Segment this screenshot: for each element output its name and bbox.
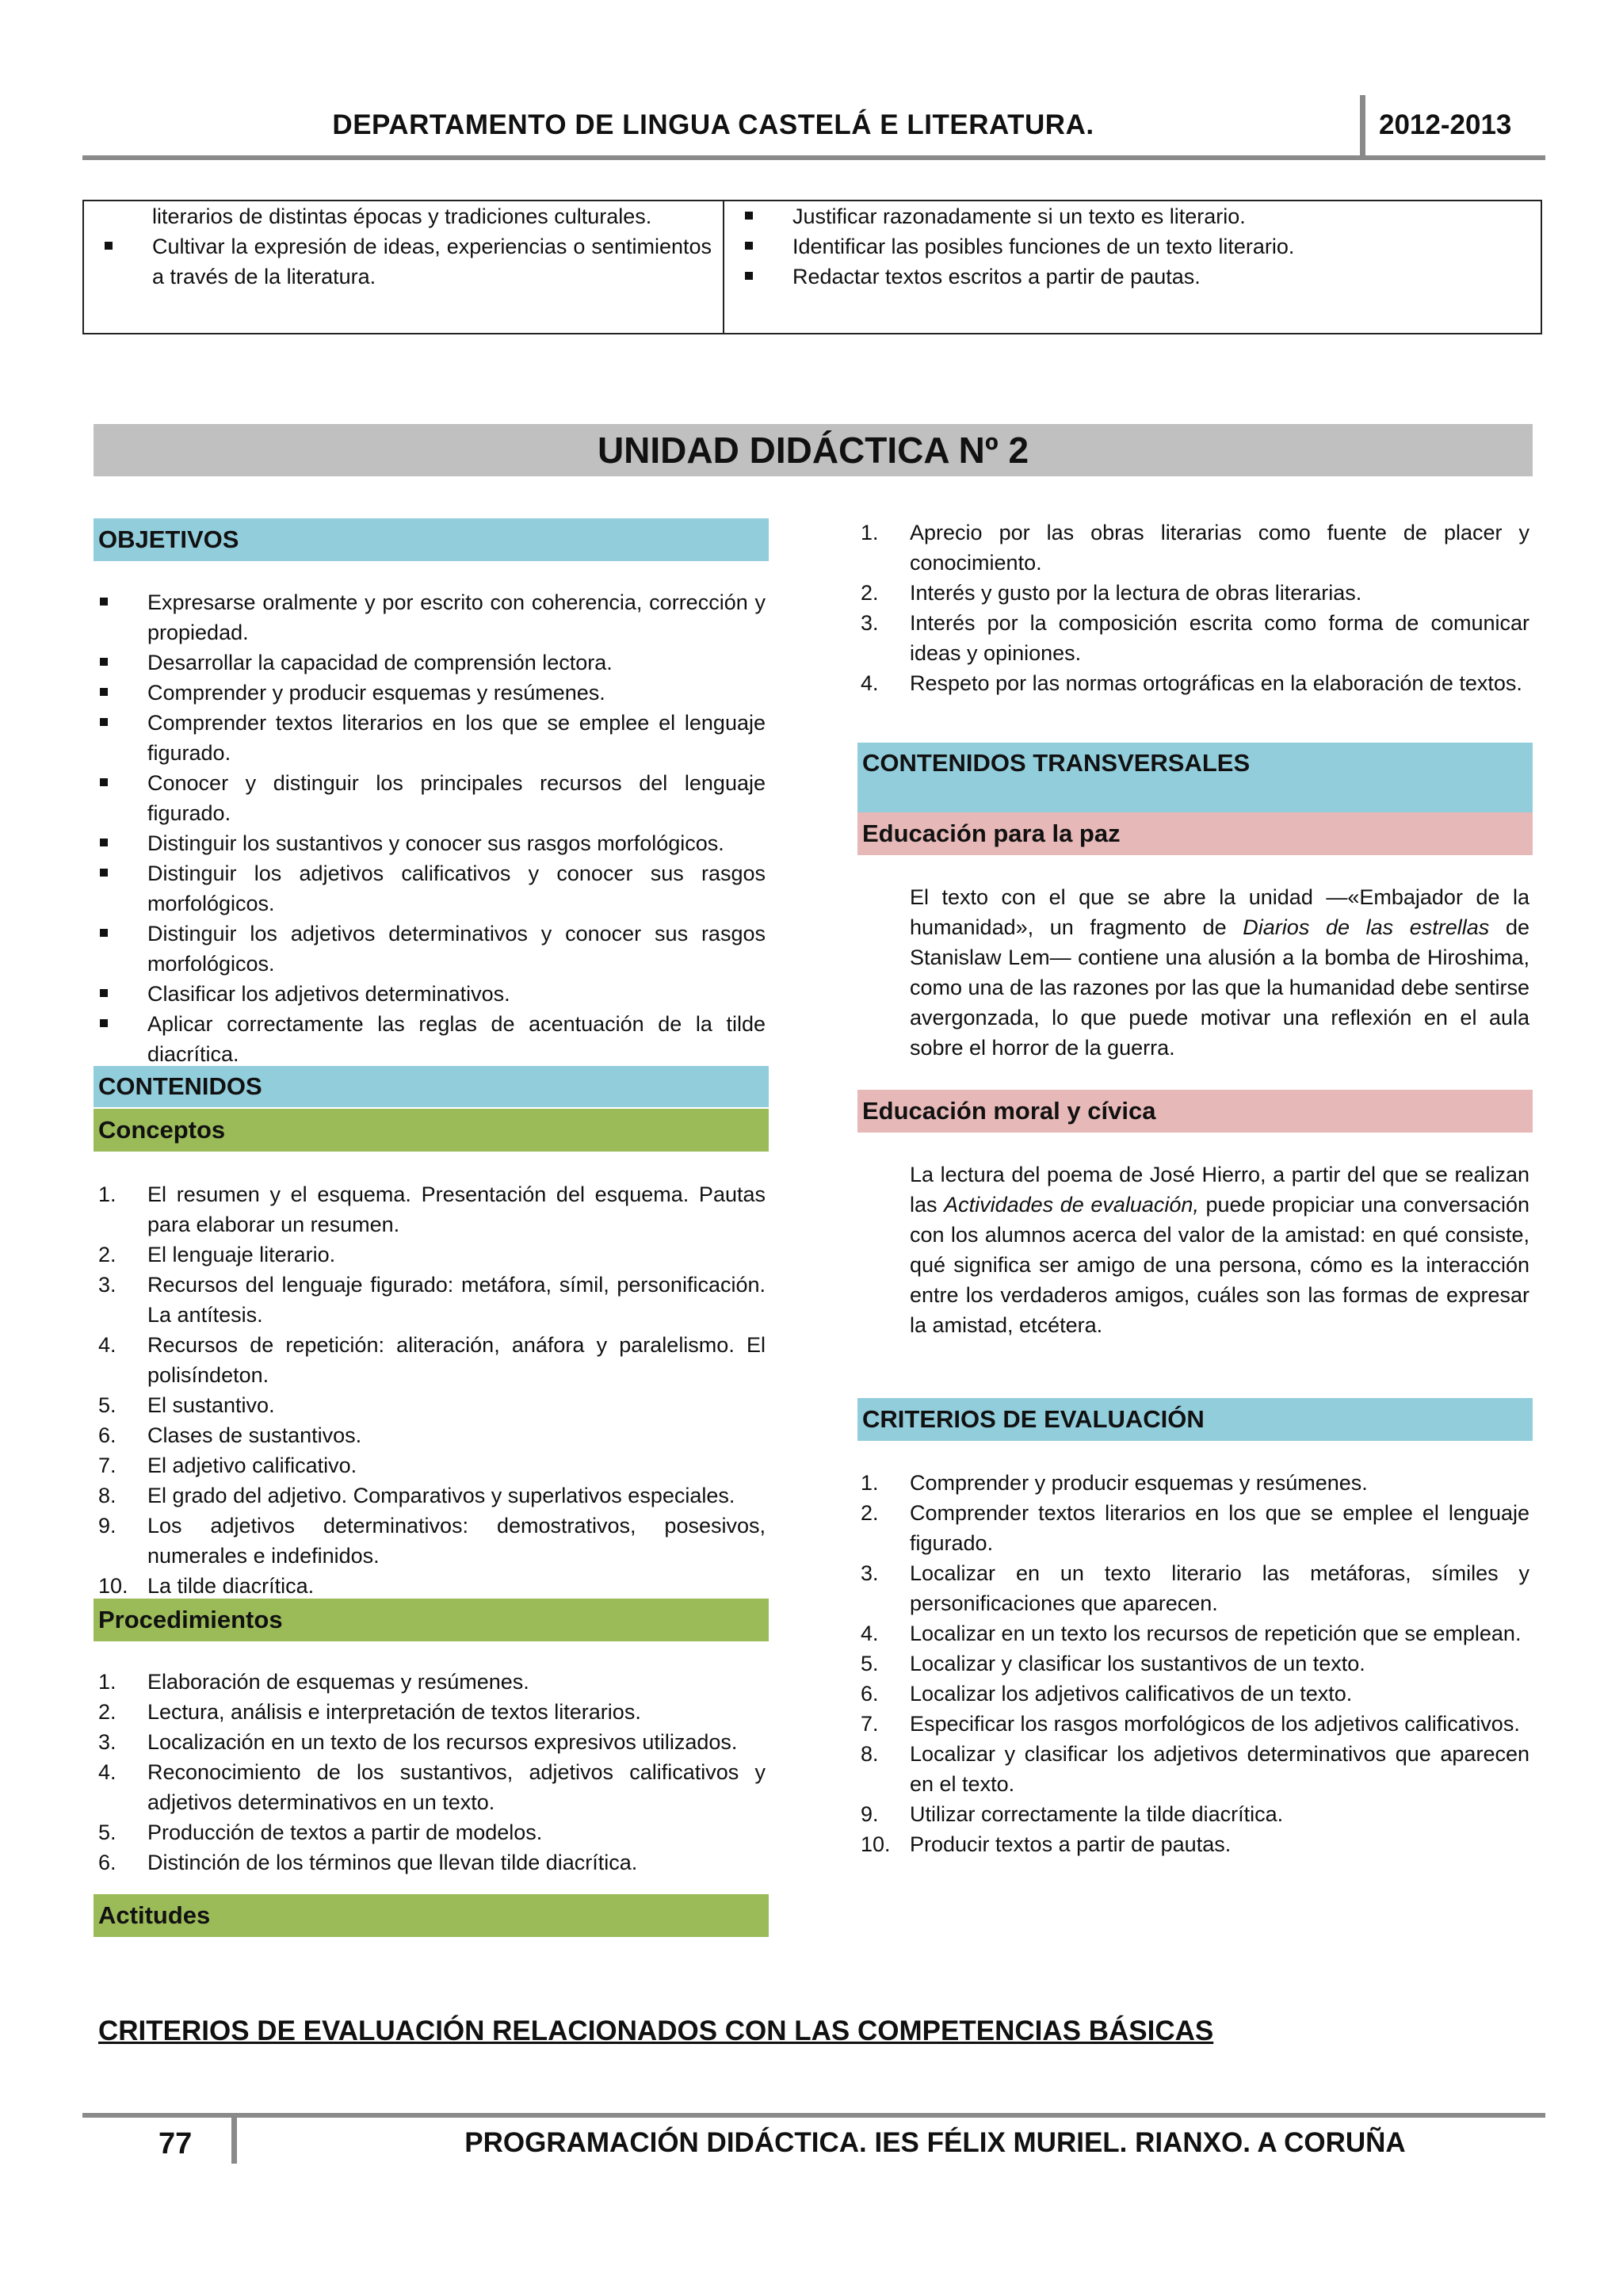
item-text: Producción de textos a partir de modelos. <box>147 1820 543 1844</box>
item-text: Producir textos a partir de pautas. <box>910 1832 1232 1856</box>
item-text: Recursos del lenguaje figurado: metáfora, símil, personificación. La antítesis. <box>147 1273 766 1327</box>
item-number: 3. <box>98 1730 116 1754</box>
item-text: Recursos de repetición: aliteración, anáfora y paralelismo. El polisíndeton. <box>147 1333 766 1387</box>
list-item <box>98 201 712 231</box>
list-item <box>856 1799 1529 1829</box>
list-item <box>856 608 1529 668</box>
item-number: 5. <box>861 1652 879 1675</box>
item-number: 3. <box>861 1561 879 1585</box>
item-text: Expresarse oralmente y por escrito con coherencia, corrección y propiedad. <box>147 590 766 644</box>
item-number: 4. <box>861 1622 879 1645</box>
list-item <box>94 1757 766 1817</box>
table-right-cell <box>739 201 1531 292</box>
item-text: Utilizar correctamente la tilde diacrítica. <box>910 1802 1284 1826</box>
item-text: Distinguir los adjetivos determinativos y conocer sus rasgos morfológicos. <box>147 922 766 976</box>
bullet-icon <box>100 1019 108 1027</box>
item-text: Localizar en un texto literario las metáforas, símiles y personificaciones que aparecen. <box>910 1561 1529 1615</box>
moral-text-2: puede propiciar una conversación con los alumnos acerca del valor de la amistad: en qué consiste, qué significa ser amigo de una persona, cómo es la interacción entre los verdaderos amigos, cuáles son las formas de expresar la amistad, etcétera. <box>910 1193 1530 1337</box>
contenidos-heading: CONTENIDOS <box>94 1066 769 1107</box>
list-item <box>94 708 766 768</box>
list-item <box>856 1709 1529 1739</box>
list-item <box>856 1498 1529 1558</box>
list-item <box>856 1679 1529 1709</box>
moral-heading: Educación moral y cívica <box>857 1090 1533 1133</box>
item-number: 8. <box>861 1742 879 1766</box>
item-text: La tilde diacrítica. <box>147 1574 315 1598</box>
moral-text-italic: Actividades de evaluación, <box>944 1193 1199 1217</box>
list-item <box>94 587 766 648</box>
list-item <box>856 1558 1529 1618</box>
item-number: 4. <box>98 1333 116 1357</box>
list-item <box>94 1390 766 1420</box>
moral-paragraph <box>910 1159 1529 1340</box>
item-text: Clases de sustantivos. <box>147 1423 362 1447</box>
bullet-icon <box>745 212 753 220</box>
item-text: Identificar las posibles funciones de un texto literario. <box>792 235 1295 258</box>
list-item <box>94 1727 766 1757</box>
item-text: El sustantivo. <box>147 1393 275 1417</box>
list-item <box>98 231 712 292</box>
item-number: 1. <box>861 1471 879 1495</box>
item-number: 3. <box>861 611 879 635</box>
item-text: Respeto por las normas ortográficas en la elaboración de textos. <box>910 671 1522 695</box>
conceptos-list <box>94 1179 766 1601</box>
list-item <box>94 828 766 858</box>
header-divider <box>1360 95 1365 159</box>
bullet-icon <box>100 778 108 786</box>
paz-heading: Educación para la paz <box>857 812 1533 855</box>
list-item <box>856 1468 1529 1498</box>
list-item <box>94 1420 766 1450</box>
list-item <box>94 979 766 1009</box>
item-number: 1. <box>861 521 879 544</box>
list-item <box>94 768 766 828</box>
moral-text-1: La lectura del poema de José Hierro, a partir del que se realizan las <box>910 1163 1529 1217</box>
header-rule <box>82 155 1545 160</box>
procedimientos-list <box>94 1667 766 1878</box>
item-number: 2. <box>98 1700 116 1724</box>
list-item <box>856 1739 1529 1799</box>
item-text: literarios de distintas épocas y tradiciones culturales. <box>152 204 652 228</box>
bullet-icon <box>100 688 108 696</box>
paz-text-italic: Diarios de las estrellas <box>1243 915 1490 939</box>
item-number: 9. <box>98 1514 116 1538</box>
transversales-heading: CONTENIDOS TRANSVERSALES <box>857 743 1533 812</box>
list-item <box>856 1618 1529 1648</box>
item-text: Aprecio por las obras literarias como fuente de placer y conocimiento. <box>910 521 1529 575</box>
list-item <box>94 1009 766 1069</box>
item-text: Redactar textos escritos a partir de pautas. <box>792 265 1201 288</box>
list-item <box>94 1330 766 1390</box>
list-item <box>856 1829 1529 1859</box>
paz-text-2: de Stanislaw Lem— contiene una alusión a la bomba de Hiroshima, como una de las razones por las que la humanidad debe sentirse avergonzada, lo que puede motivar una reflexión en el aula sobre el horror de la guerra. <box>910 915 1529 1060</box>
item-text: Justificar razonadamente si un texto es literario. <box>792 204 1246 228</box>
bullet-icon <box>105 242 113 250</box>
list-item <box>94 1179 766 1240</box>
competencias-heading: CRITERIOS DE EVALUACIÓN RELACIONADOS CON LAS COMPETENCIAS BÁSICAS <box>98 2015 1214 2046</box>
item-number: 6. <box>98 1423 116 1447</box>
item-number: 3. <box>98 1273 116 1297</box>
item-text: Conocer y distinguir los principales recursos del lenguaje figurado. <box>147 771 766 825</box>
item-number: 1. <box>98 1670 116 1694</box>
item-text: Comprender textos literarios en los que se emplee el lenguaje figurado. <box>147 711 766 765</box>
item-text: Lectura, análisis e interpretación de textos literarios. <box>147 1700 641 1724</box>
item-text: Localización en un texto de los recursos expresivos utilizados. <box>147 1730 738 1754</box>
item-text: Localizar los adjetivos calificativos de un texto. <box>910 1682 1353 1706</box>
item-number: 2. <box>861 1501 879 1525</box>
item-text: Especificar los rasgos morfológicos de los adjetivos calificativos. <box>910 1712 1520 1736</box>
item-text: Distinguir los sustantivos y conocer sus rasgos morfológicos. <box>147 831 724 855</box>
item-text: Distinción de los términos que llevan tilde diacrítica. <box>147 1851 638 1874</box>
item-number: 8. <box>98 1484 116 1507</box>
bullet-icon <box>100 929 108 937</box>
list-item <box>94 1511 766 1571</box>
list-item <box>856 518 1529 578</box>
item-number: 5. <box>98 1820 116 1844</box>
objetivos-list <box>94 587 766 1069</box>
procedimientos-heading: Procedimientos <box>94 1599 769 1641</box>
list-item <box>94 1450 766 1480</box>
continued-table <box>82 200 1542 334</box>
item-number: 2. <box>861 581 879 605</box>
list-item <box>856 668 1529 698</box>
bullet-icon <box>100 658 108 666</box>
item-text: El adjetivo calificativo. <box>147 1454 357 1477</box>
bullet-icon <box>100 598 108 606</box>
list-item <box>94 678 766 708</box>
header-year: 2012-2013 <box>1379 109 1512 140</box>
item-text: Localizar y clasificar los adjetivos determinativos que aparecen en el texto. <box>910 1742 1529 1796</box>
item-number: 6. <box>98 1851 116 1874</box>
list-item <box>94 1240 766 1270</box>
item-number: 7. <box>98 1454 116 1477</box>
table-left-cell <box>98 201 712 292</box>
list-item <box>94 1847 766 1878</box>
item-number: 9. <box>861 1802 879 1826</box>
unit-title: UNIDAD DIDÁCTICA Nº 2 <box>597 430 1029 471</box>
item-text: Localizar y clasificar los sustantivos de un texto. <box>910 1652 1365 1675</box>
item-text: Interés y gusto por la lectura de obras literarias. <box>910 581 1362 605</box>
list-item <box>856 578 1529 608</box>
item-text: Clasificar los adjetivos determinativos. <box>147 982 510 1006</box>
footer-rule <box>82 2113 1545 2118</box>
item-text: Localizar en un texto los recursos de repetición que se emplean. <box>910 1622 1522 1645</box>
objetivos-heading: OBJETIVOS <box>94 518 769 561</box>
item-number: 2. <box>98 1243 116 1266</box>
table-divider <box>723 201 724 333</box>
page-number: 77 <box>158 2127 193 2160</box>
list-item <box>94 858 766 919</box>
item-text: Comprender y producir esquemas y resúmenes. <box>910 1471 1368 1495</box>
list-item <box>94 1697 766 1727</box>
item-text: Comprender y producir esquemas y resúmenes. <box>147 681 605 705</box>
item-text: El grado del adjetivo. Comparativos y superlativos especiales. <box>147 1484 735 1507</box>
list-item <box>739 231 1531 262</box>
item-text: Elaboración de esquemas y resúmenes. <box>147 1670 529 1694</box>
item-number: 10. <box>98 1574 128 1598</box>
item-number: 4. <box>98 1760 116 1784</box>
item-text: Los adjetivos determinativos: demostrativos, posesivos, numerales e indefinidos. <box>147 1514 766 1568</box>
actitudes-list <box>856 518 1529 698</box>
header-title: DEPARTAMENTO DE LINGUA CASTELÁ E LITERATURA. <box>332 109 1094 140</box>
criterios-list <box>856 1468 1529 1859</box>
item-text: Interés por la composición escrita como forma de comunicar ideas y opiniones. <box>910 611 1529 665</box>
item-text: Desarrollar la capacidad de comprensión lectora. <box>147 651 613 674</box>
list-item <box>856 1648 1529 1679</box>
item-number: 6. <box>861 1682 879 1706</box>
item-text: El resumen y el esquema. Presentación del esquema. Pautas para elaborar un resumen. <box>147 1182 766 1236</box>
bullet-icon <box>100 869 108 877</box>
criterios-heading: CRITERIOS DE EVALUACIÓN <box>857 1398 1533 1441</box>
item-text: El lenguaje literario. <box>147 1243 336 1266</box>
list-item <box>94 919 766 979</box>
paz-text-1: El texto con el que se abre la unidad —«Embajador de la humanidad», un fragmento de <box>910 885 1529 939</box>
list-item <box>94 1270 766 1330</box>
bullet-icon <box>100 718 108 726</box>
list-item <box>94 1667 766 1697</box>
list-item <box>94 648 766 678</box>
item-number: 7. <box>861 1712 879 1736</box>
item-number: 4. <box>861 671 879 695</box>
item-number: 10. <box>861 1832 891 1856</box>
list-item <box>94 1817 766 1847</box>
bullet-icon <box>100 989 108 997</box>
item-text: Comprender textos literarios en los que se emplee el lenguaje figurado. <box>910 1501 1529 1555</box>
bullet-icon <box>745 272 753 280</box>
conceptos-heading: Conceptos <box>94 1109 769 1152</box>
item-text: Aplicar correctamente las reglas de acentuación de la tilde diacrítica. <box>147 1012 766 1066</box>
bullet-icon <box>100 839 108 846</box>
item-text: Cultivar la expresión de ideas, experiencias o sentimientos a través de la literatura. <box>152 235 712 288</box>
item-text: Reconocimiento de los sustantivos, adjetivos calificativos y adjetivos determinativos en un texto. <box>147 1760 766 1814</box>
item-number: 5. <box>98 1393 116 1417</box>
bullet-icon <box>745 242 753 250</box>
list-item <box>739 262 1531 292</box>
footer-divider <box>231 2113 237 2164</box>
footer-text: PROGRAMACIÓN DIDÁCTICA. IES FÉLIX MURIEL. RIANXO. A CORUÑA <box>464 2127 1406 2158</box>
list-item <box>739 201 1531 231</box>
list-item <box>94 1571 766 1601</box>
item-number: 1. <box>98 1182 116 1206</box>
paz-paragraph <box>910 882 1529 1063</box>
actitudes-heading: Actitudes <box>94 1894 769 1937</box>
list-item <box>94 1480 766 1511</box>
item-text: Distinguir los adjetivos calificativos y conocer sus rasgos morfológicos. <box>147 861 766 915</box>
